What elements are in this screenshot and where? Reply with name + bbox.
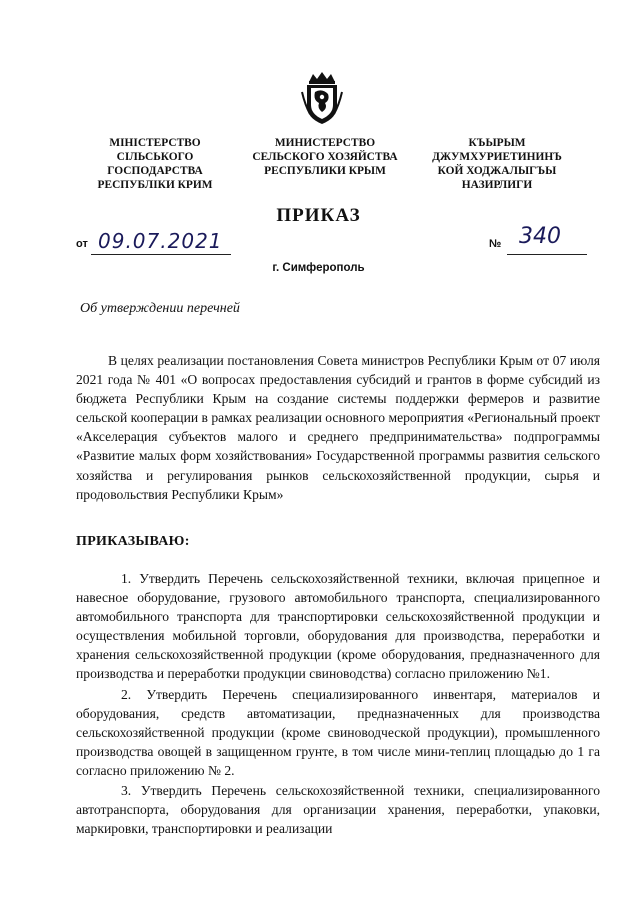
order-word: ПРИКАЗЫВАЮ: xyxy=(76,534,190,549)
city-line: г. Симферополь xyxy=(272,262,365,274)
number-underline xyxy=(507,254,587,255)
ministry-name-russian: МИНИСТЕРСТВО СЕЛЬСКОГО ХОЗЯЙСТВА РЕСПУБЛИКИ КРЫМ xyxy=(252,137,398,177)
preamble-paragraph: В целях реализации постановления Совета министров Республики Крым от 07 июля 2021 года № 401 «О вопросах предоставления субсидий и грантов в форме субсидий из бюджета Республики Крым на создание системы поддержки фермеров и развитие сельской кооперации в рамках реализации основного мероприятия «Региональный проект «Акселерация субъектов малого и среднего предпринимательства» подпрограммы «Развитие малых форм хозяйствования» Государственной программы развития сельского хозяйства и регулирования рынков сельскохозяйственной продукции, сырья и продовольствия Республики Крым» xyxy=(76,353,600,502)
date-prefix: от xyxy=(76,238,88,250)
order-items xyxy=(76,569,600,838)
ministry-name-ukrainian: МІНІСТЕРСТВО СІЛЬСЬКОГО ГОСПОДАРСТВА РЕСПУБЛІКИ КРИМ xyxy=(97,137,213,191)
order-item-3: 3. Утвердить Перечень сельскохозяйственной техники, специализированного автотранспорта, оборудования для организации хранения, переработки, упаковки, маркировки, транспортировки и реализации xyxy=(76,783,600,837)
order-item-2: 2. Утвердить Перечень специализированного инвентаря, материалов и оборудования, средств автоматизации, предназначенных для производства сельскохозяйственной продукции (кроме свиноводческой продукции), промышленного производства овощей в защищенном грунте, в том числе мини-теплиц площадью до 1 га согласно приложению № 2. xyxy=(76,686,600,778)
coat-of-arms-icon xyxy=(300,70,344,126)
date-handwritten: 09.07.2021 xyxy=(98,229,223,253)
ministry-name-crimean-tatar: КЪЫРЫМ ДЖУМХУРИЕТИНИНЪ КОЙ ХОДЖАЛЫГЪЫ НАЗИРЛИГИ xyxy=(432,137,562,191)
document-subject: Об утверждении перечней xyxy=(80,301,240,316)
number-prefix: № xyxy=(489,238,502,250)
order-item-1: 1. Утвердить Перечень сельскохозяйственной техники, включая прицепное и навесное оборудование, грузового автомобильного транспорта, специализированного автомобильного транспорта для транспортировки сельскохозяйственной продукции и осуществления мобильной торговли, оборудования для производства, переработки и хранения сельскохозяйственной продукции (кроме оборудования, предназначенного для производства и переработки продукции свиноводства) согласно приложению №1. xyxy=(76,571,600,682)
number-handwritten: 340 xyxy=(519,224,561,249)
document-title: ПРИКАЗ xyxy=(276,205,361,226)
date-underline xyxy=(91,254,231,255)
